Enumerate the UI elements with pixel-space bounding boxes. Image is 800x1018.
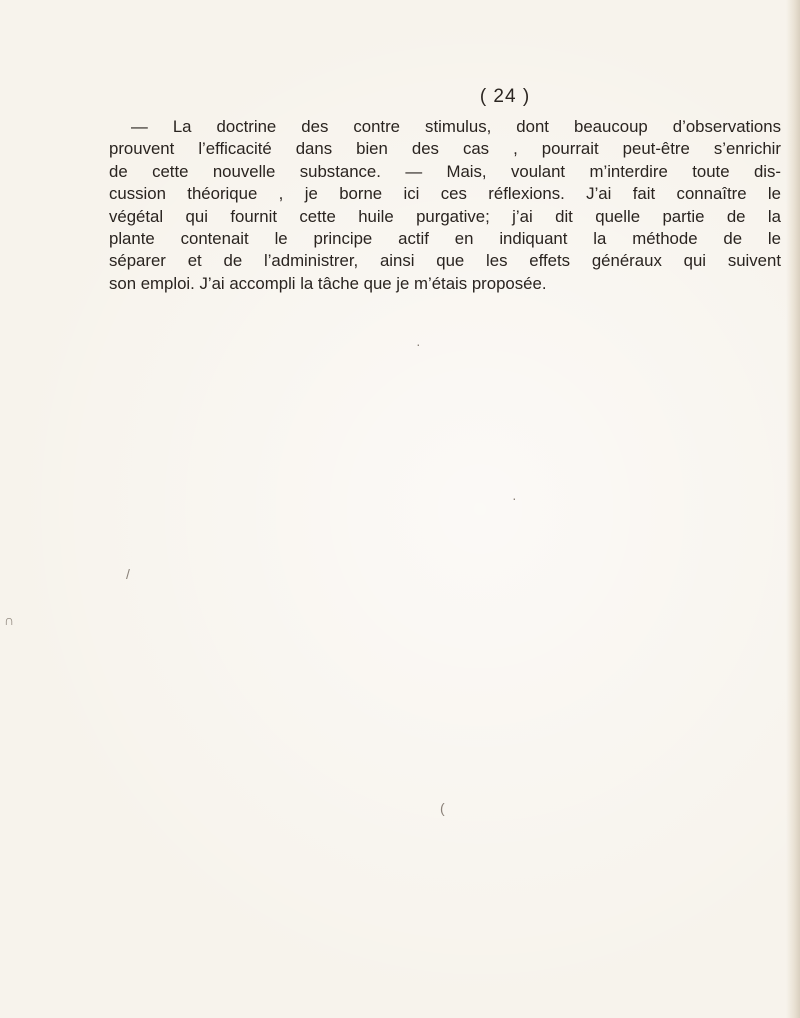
body-paragraph [109, 116, 781, 295]
text-line: végétal qui fournit cette huile purgative; j’ai dit quelle partie de la [109, 206, 781, 226]
paper-speck: · [512, 490, 517, 506]
paper-speck: ∩ [4, 612, 15, 628]
paper-speck: ( [440, 800, 445, 816]
page-number: ( 24 ) [479, 86, 531, 107]
text-line: son emploi. J’ai accompli la tâche que je m’étais proposée. [109, 273, 547, 293]
page-edge-shadow [786, 0, 800, 1018]
text-line: de cette nouvelle substance. — Mais, voulant m’interdire toute dis- [109, 161, 781, 181]
text-line: — La doctrine des contre stimulus, dont beaucoup d’observations [131, 117, 781, 136]
paper-speck: · [416, 336, 421, 352]
paper-speck: / [126, 566, 130, 582]
text-line: prouvent l’efficacité dans bien des cas , pourrait peut-être s’enrichir [109, 139, 781, 159]
text-line: plante contenait le principe actif en indiquant la méthode de le [109, 228, 781, 248]
text-line: séparer et de l’administrer, ainsi que les effets généraux qui suivent [109, 251, 781, 271]
text-line: cussion théorique , je borne ici ces réflexions. J’ai fait connaître le [109, 184, 781, 204]
